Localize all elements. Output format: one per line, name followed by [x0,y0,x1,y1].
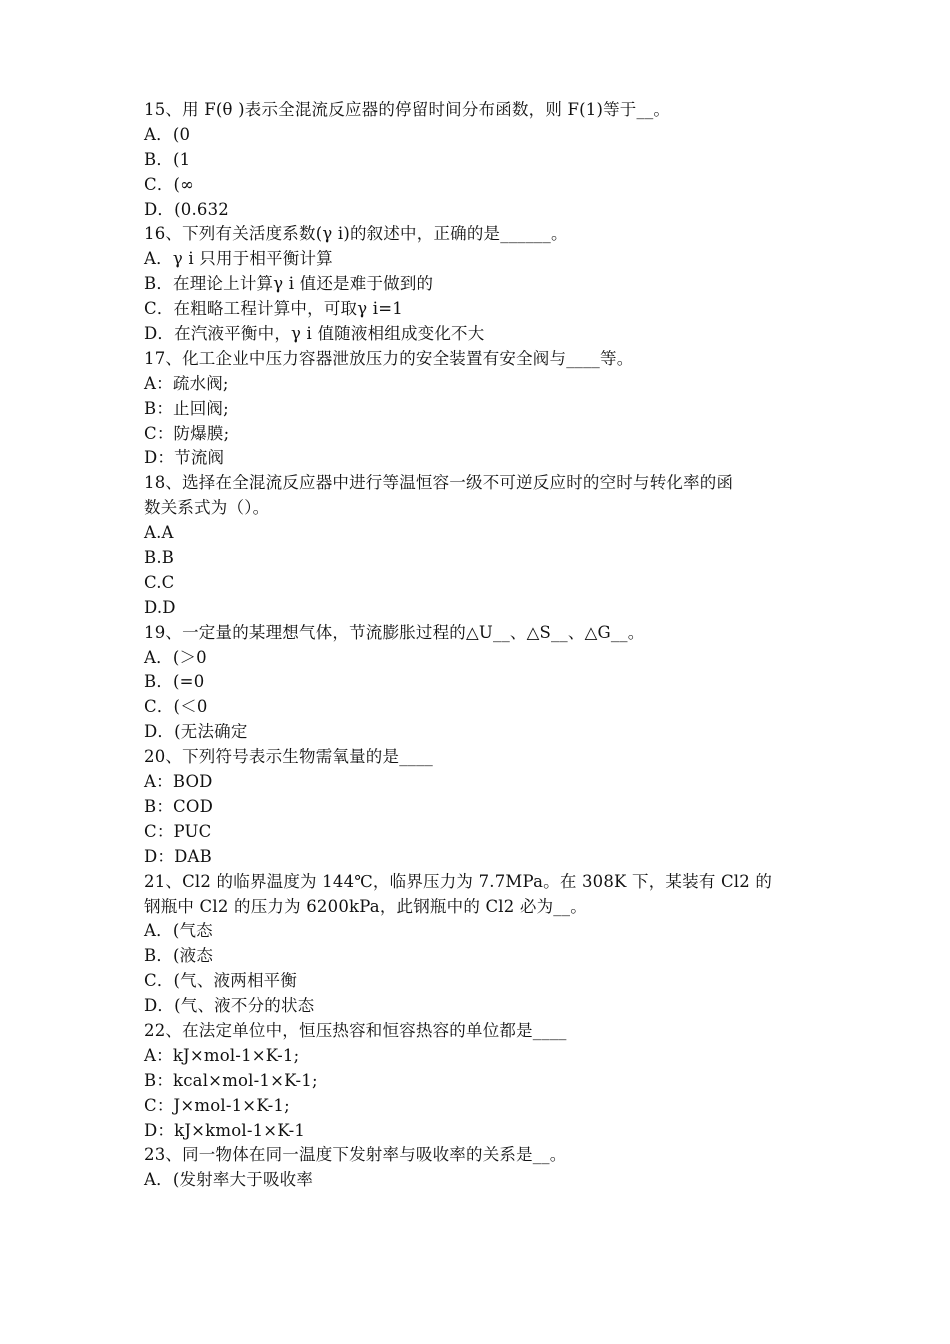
q17-option-d: D：节流阀 [144,448,225,468]
q21-option-c: C．(气、液两相平衡 [144,971,298,991]
question-22: 22、在法定单位中，恒压热容和恒容热容的单位都是____ [144,1020,567,1040]
q15-option-c: C．(∞ [144,174,195,194]
q21-option-d: D．(气、液不分的状态 [144,996,315,1016]
q17-option-a: A：疏水阀; [144,373,229,393]
question-21-line-2: 钢瓶中 Cl2 的压力为 6200kPa，此钢瓶中的 Cl2 必为__。 [144,896,587,916]
q20-option-d: D：DAB [144,846,212,866]
question-20: 20、下列符号表示生物需氧量的是____ [144,747,433,767]
q19-option-c: C．(＜0 [144,697,208,717]
q15-option-d: D．(0.632 [144,199,230,219]
question-17: 17、化工企业中压力容器泄放压力的安全装置有安全阀与____等。 [144,348,634,368]
question-18-line-1: 18、选择在全混流反应器中进行等温恒容一级不可逆反应时的空时与转化率的函 [144,473,734,493]
document-body [144,98,812,1193]
q19-option-a: A．(＞0 [144,647,207,667]
q17-option-b: B：止回阀; [144,398,229,418]
q22-option-c: C：J×mol-1×K-1; [144,1095,290,1115]
q20-option-c: C：PUC [144,821,212,841]
q18-option-c: C.C [144,572,175,592]
question-23: 23、同一物体在同一温度下发射率与吸收率的关系是__。 [144,1145,567,1165]
q19-option-b: B．(=0 [144,672,205,692]
q15-option-a: A．(0 [144,124,191,144]
q18-option-d: D.D [144,597,176,617]
q21-option-a: A．(气态 [144,921,213,941]
q19-option-d: D．(无法确定 [144,722,248,742]
q22-option-b: B：kcal×mol-1×K-1; [144,1070,318,1090]
q20-option-b: B：COD [144,796,214,816]
q17-option-c: C：防爆膜; [144,423,230,443]
q22-option-a: A：kJ×mol-1×K-1; [144,1045,300,1065]
question-16: 16、下列有关活度系数(γ i)的叙述中，正确的是______。 [144,224,568,244]
q22-option-d: D：kJ×kmol-1×K-1 [144,1120,306,1140]
q18-option-b: B.B [144,548,175,568]
q21-option-b: B．(液态 [144,946,214,966]
question-21-line-1: 21、Cl2 的临界温度为 144℃，临界压力为 7.7MPa。在 308K 下，某装有 Cl2 的 [144,871,773,891]
q20-option-a: A：BOD [144,772,213,792]
question-19: 19、一定量的某理想气体，节流膨胀过程的△U__、△S__、△G__。 [144,622,645,642]
q15-option-b: B．(1 [144,149,191,169]
question-15: 15、用 F(θ )表示全混流反应器的停留时间分布函数，则 F(1)等于__。 [144,100,671,119]
q18-option-a: A.A [144,523,174,543]
q16-option-d: D．在汽液平衡中，γ i 值随液相组成变化不大 [144,324,485,344]
q16-option-b: B．在理论上计算γ i 值还是难于做到的 [144,274,434,294]
question-18-line-2: 数关系式为（）。 [144,498,270,518]
q16-option-c: C．在粗略工程计算中，可取γ i=1 [144,299,403,319]
q23-option-a: A．(发射率大于吸收率 [144,1170,314,1190]
q16-option-a: A．γ i 只用于相平衡计算 [144,249,333,269]
